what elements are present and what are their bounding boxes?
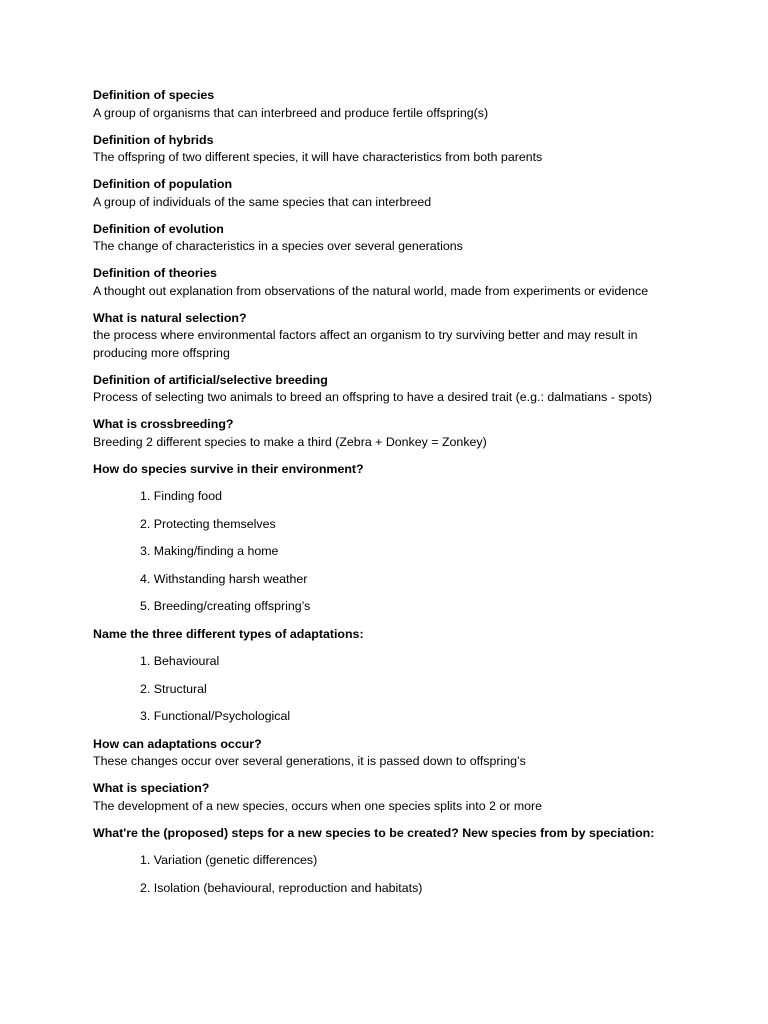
qa-block-selective-breeding	[93, 372, 693, 407]
list-item: 1. Variation (genetic differences)	[140, 853, 318, 867]
answer-text: The change of characteristics in a species over several generations	[93, 239, 463, 253]
qa-block-hybrids	[93, 132, 693, 167]
steps-list	[93, 852, 693, 897]
question-heading: Definition of theories	[93, 266, 217, 280]
answer-text: A group of organisms that can interbreed and produce fertile offspring(s)	[93, 105, 489, 120]
question-heading: What is natural selection?	[93, 310, 247, 325]
qa-block-evolution	[93, 221, 693, 256]
question-heading: Definition of hybrids	[93, 132, 214, 147]
question-heading: Definition of species	[93, 88, 215, 102]
qa-block-population	[93, 176, 693, 211]
answer-text: A thought out explanation from observations of the natural world, made from experiments or evidence	[93, 283, 649, 298]
qa-block-natural-selection	[93, 310, 693, 363]
question-heading: Definition of artificial/selective breeding	[93, 372, 328, 387]
survive-list	[93, 488, 693, 616]
survive-heading-block	[93, 461, 693, 479]
question-heading: What're the (proposed) steps for a new species to be created? New species from by speciation:	[93, 825, 655, 840]
list-item: 2. Isolation (behavioural, reproduction and habitats)	[140, 880, 423, 895]
adaptations-heading-block	[93, 626, 693, 644]
answer-text: Process of selecting two animals to breed an offspring to have a desired trait (e.g.: dalmatians - spots)	[93, 390, 653, 404]
list-item: 1. Finding food	[140, 489, 222, 503]
list-item: 5. Breeding/creating offspring’s	[140, 599, 311, 613]
list-item: 3. Making/finding a home	[140, 544, 279, 558]
list-item: 4. Withstanding harsh weather	[140, 571, 308, 586]
answer-text: The offspring of two different species, it will have characteristics from both parents	[93, 150, 543, 164]
steps-heading-block	[93, 825, 693, 843]
answer-text: These changes occur over several generations, it is passed down to offspring’s	[93, 754, 526, 768]
qa-block-adaptations-occur	[93, 736, 693, 771]
question-heading: Definition of population	[93, 177, 233, 191]
qa-block-theories	[93, 265, 693, 300]
question-heading: How can adaptations occur?	[93, 736, 262, 751]
list-item: 1. Behavioural	[140, 654, 220, 668]
answer-text: A group of individuals of the same species that can interbreed	[93, 194, 432, 209]
qa-block-species	[93, 87, 693, 122]
adaptations-list	[93, 653, 693, 726]
answer-text: The development of a new species, occurs when one species splits into 2 or more	[93, 798, 543, 813]
list-item: 2. Protecting themselves	[140, 516, 276, 531]
list-item: 2. Structural	[140, 681, 207, 696]
question-heading: What is speciation?	[93, 781, 210, 795]
question-heading: Name the three different types of adaptations:	[93, 626, 364, 641]
question-heading: What is crossbreeding?	[93, 417, 234, 431]
document-page	[93, 87, 693, 907]
question-heading: Definition of evolution	[93, 221, 224, 236]
list-item: 3. Functional/Psychological	[140, 709, 291, 723]
answer-text: the process where environmental factors affect an organism to try surviving better and may result in producing more offspring	[93, 328, 638, 360]
question-heading: How do species survive in their environment?	[93, 461, 364, 476]
answer-text: Breeding 2 different species to make a third (Zebra + Donkey = Zonkey)	[93, 434, 487, 449]
qa-block-speciation	[93, 780, 693, 815]
qa-block-crossbreeding	[93, 416, 693, 451]
